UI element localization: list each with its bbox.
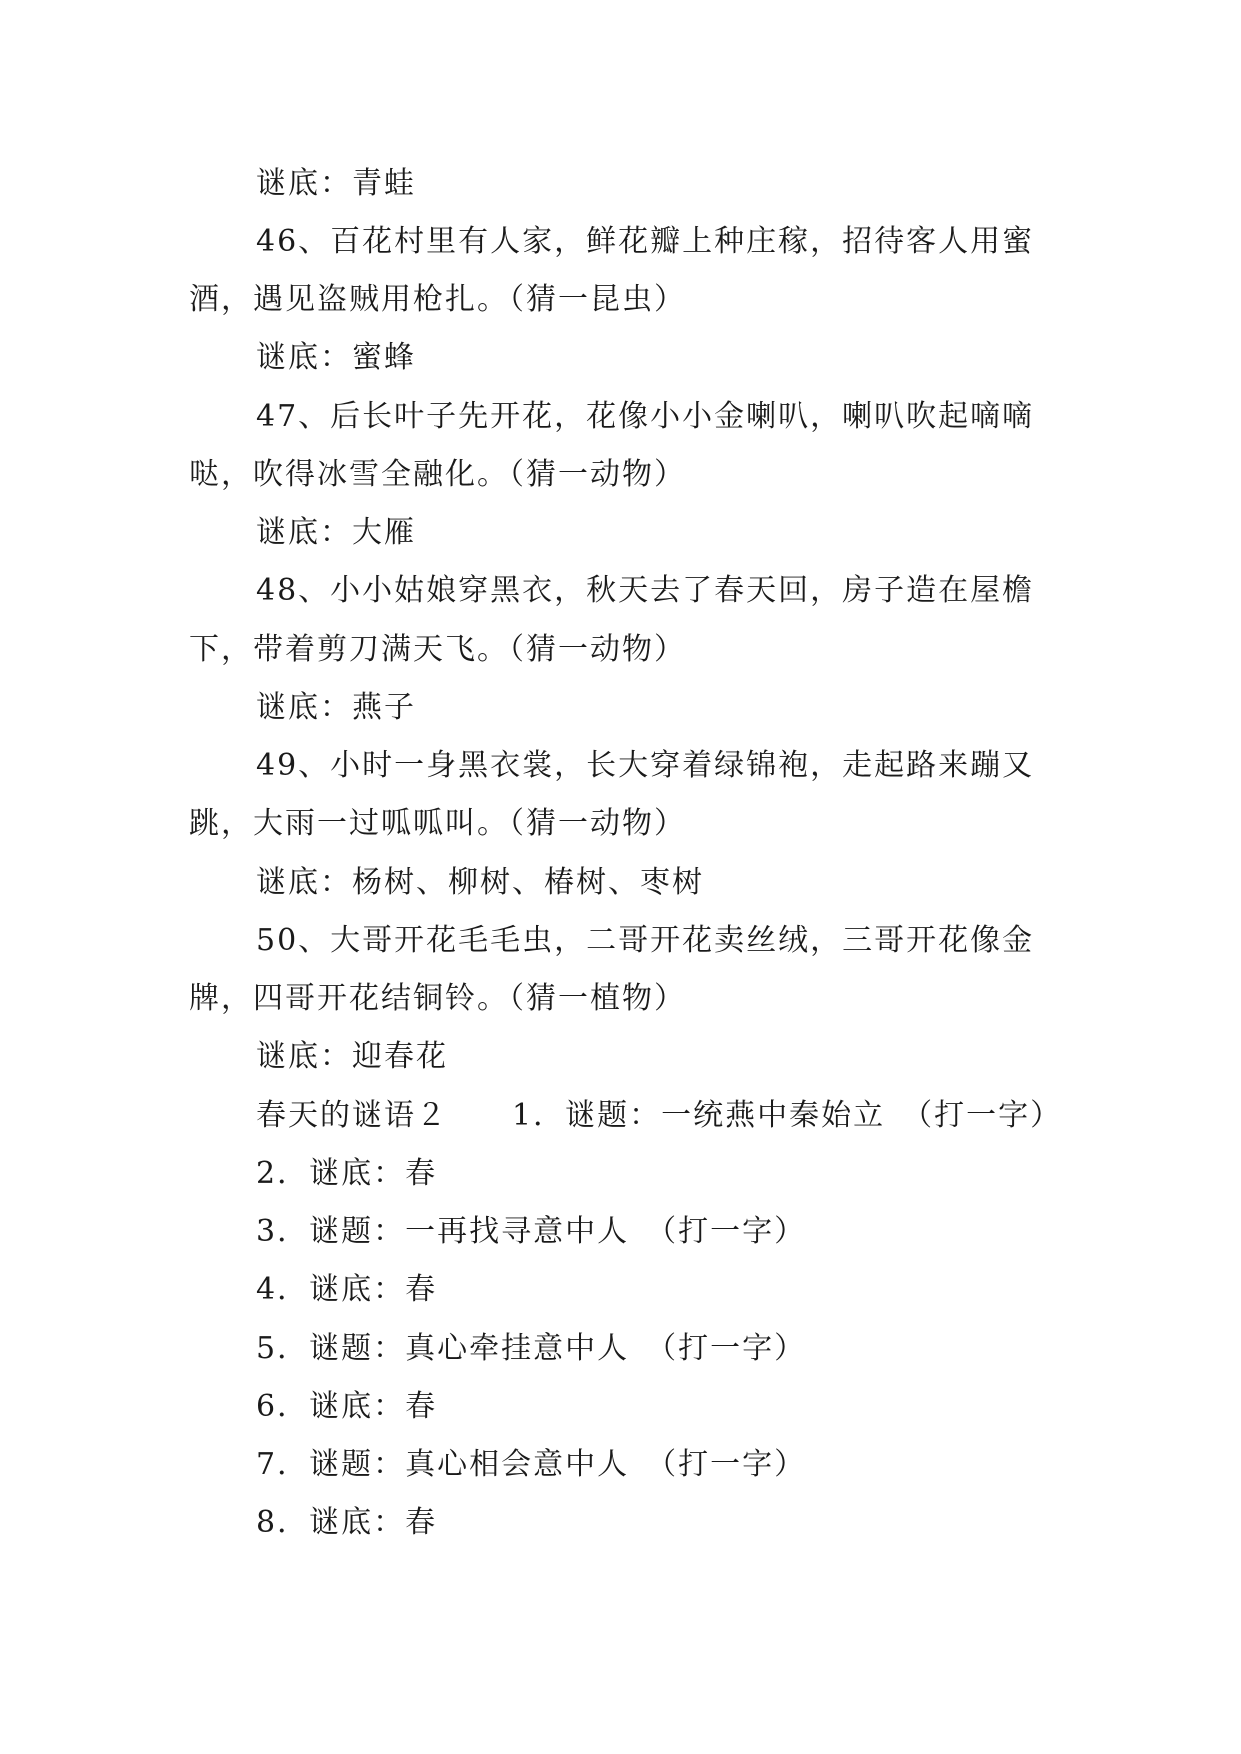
text-line: 46、百花村里有人家，鲜花瓣上种庄稼，招待客人用蜜 <box>256 224 1035 259</box>
text-line: 谜底：杨树、柳树、椿树、枣树 <box>256 865 704 900</box>
text-line: 谜底：大雁 <box>256 515 416 550</box>
text-line: 49、小时一身黑衣裳，长大穿着绿锦袍，走起路来蹦又 <box>256 748 1035 783</box>
text-line: 酒，遇见盗贼用枪扎。（猜一昆虫） <box>189 282 686 317</box>
text-line: 48、小小姑娘穿黑衣，秋天去了春天回，房子造在屋檐 <box>256 573 1035 608</box>
text-line: 50、大哥开花毛毛虫，二哥开花卖丝绒，三哥开花像金 <box>256 923 1035 958</box>
text-line: 6．谜底：春 <box>256 1389 438 1424</box>
text-line: 牌，四哥开花结铜铃。（猜一植物） <box>189 981 686 1016</box>
text-line: 谜底：燕子 <box>256 690 416 725</box>
text-line: 5．谜题：真心牵挂意中人 （打一字） <box>256 1331 807 1366</box>
text-line: 2．谜底：春 <box>256 1156 438 1191</box>
text-line: 下，带着剪刀满天飞。（猜一动物） <box>189 632 686 667</box>
text-line: 谜底：青蛙 <box>256 166 416 201</box>
text-line: 春天的谜语２ 1．谜题：一统燕中秦始立 （打一字） <box>256 1098 1063 1133</box>
text-line: 3．谜题：一再找寻意中人 （打一字） <box>256 1214 807 1249</box>
text-line: 4．谜底：春 <box>256 1272 438 1307</box>
text-line: 跳，大雨一过呱呱叫。（猜一动物） <box>189 806 686 841</box>
text-line: 7．谜题：真心相会意中人 （打一字） <box>256 1447 807 1482</box>
text-line: 8．谜底：春 <box>256 1505 438 1540</box>
text-line: 谜底：蜜蜂 <box>256 340 416 375</box>
text-line: 谜底：迎春花 <box>256 1039 448 1074</box>
text-line: 哒，吹得冰雪全融化。（猜一动物） <box>189 457 686 492</box>
text-line: 47、后长叶子先开花，花像小小金喇叭，喇叭吹起嘀嘀 <box>256 399 1035 434</box>
